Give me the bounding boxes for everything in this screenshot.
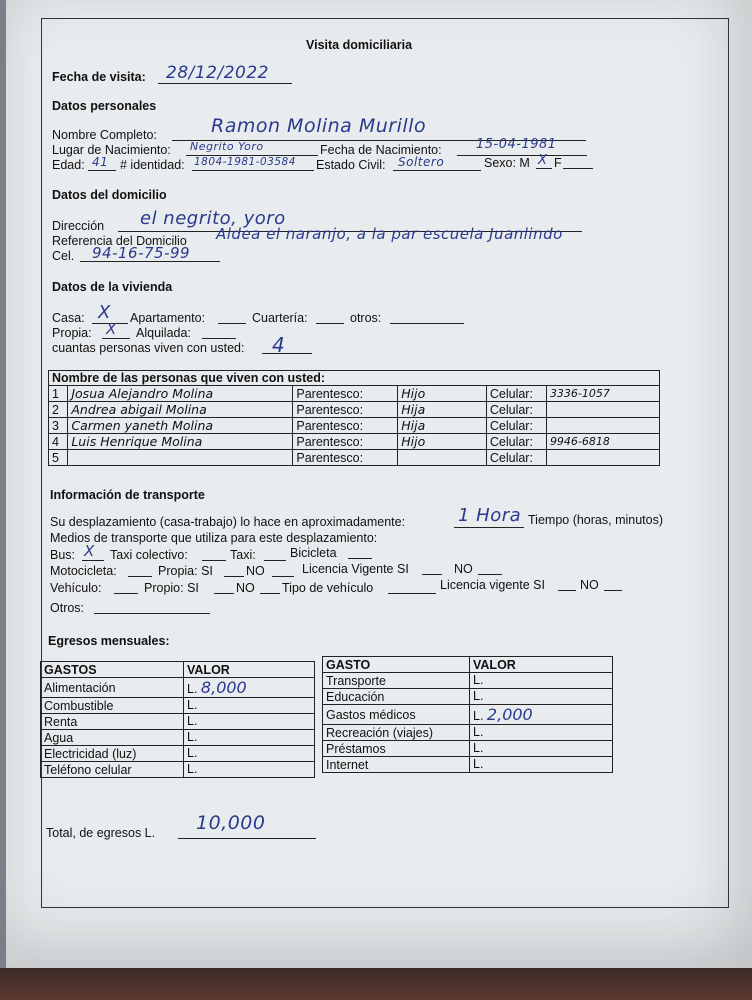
sex-f-label: F (554, 156, 562, 170)
expense-value-cell[interactable] (470, 741, 613, 757)
vehicle-type-label: Tipo de vehículo (282, 581, 374, 595)
taxi-collective-label: Taxi colectivo: (110, 548, 188, 562)
currency-label: L. (473, 725, 484, 739)
kin-label: Parentesco: (293, 434, 398, 450)
room-label: Cuartería: (252, 311, 308, 325)
bus-label: Bus: (50, 548, 76, 562)
expense-value[interactable]: 8,000 (200, 678, 247, 697)
currency-label: L. (187, 762, 198, 776)
license-label: Licencia Vigente SI (302, 562, 409, 576)
table-row (41, 662, 315, 678)
expense-value-cell[interactable] (184, 714, 315, 730)
rented-label: Alquilada: (136, 326, 191, 340)
reference-value[interactable]: Aldea el naranjo, a la par escuela Juanlindo (216, 225, 563, 243)
expense-item: Préstamos (323, 741, 470, 757)
table-row (49, 450, 660, 466)
table-row (49, 434, 660, 450)
member-name[interactable]: Andrea abigail Molina (68, 402, 293, 418)
reference-label: Referencia del Domicilio (52, 234, 187, 248)
table-row (41, 698, 315, 714)
table-row (41, 746, 315, 762)
phone-label: Celular: (486, 418, 546, 434)
table-row (49, 402, 660, 418)
section-domicile: Datos del domicilio (52, 188, 167, 202)
expense-value-cell[interactable] (470, 689, 613, 705)
expense-item: Gastos médicos (323, 705, 470, 725)
full-name-label: Nombre Completo: (52, 128, 157, 142)
means-label: Medios de transporte que utiliza para este desplazamiento: (50, 531, 378, 545)
kin-label: Parentesco: (293, 386, 398, 402)
kin-label: Parentesco: (293, 402, 398, 418)
currency-label: L. (187, 698, 198, 712)
own-mark[interactable]: X (106, 320, 117, 338)
age-label: Edad: (52, 158, 85, 172)
expense-value-cell[interactable] (184, 762, 315, 778)
expenses-table-left (40, 661, 315, 778)
house-mark[interactable]: X (98, 302, 111, 323)
people-label: cuantas personas viven con usted: (52, 341, 245, 355)
member-phone[interactable] (546, 402, 659, 418)
section-expenses: Egresos mensuales: (48, 634, 170, 648)
table-row (49, 418, 660, 434)
age-value[interactable]: 41 (92, 155, 109, 169)
commute-value[interactable]: 1 Hora (458, 505, 522, 526)
expense-value-cell[interactable] (184, 698, 315, 714)
house-label: Casa: (52, 311, 85, 325)
expense-value-cell[interactable] (470, 757, 613, 773)
expense-item: Teléfono celular (41, 762, 184, 778)
col-valor: VALOR (184, 662, 315, 678)
table-row (323, 705, 613, 725)
birthplace-label: Lugar de Nacimiento: (52, 143, 171, 157)
row-number: 2 (49, 402, 68, 418)
col-gastos: GASTOS (41, 662, 184, 678)
col-gasto: GASTO (323, 657, 470, 673)
currency-label: L. (473, 709, 484, 723)
total-label: Total, de egresos L. (46, 826, 156, 840)
expense-item: Alimentación (41, 678, 184, 698)
people-count[interactable]: 4 (272, 333, 286, 357)
member-kin[interactable] (398, 450, 487, 466)
currency-label: L. (187, 714, 198, 728)
row-number: 5 (49, 450, 68, 466)
col-valor2: VALOR (470, 657, 613, 673)
expense-value-cell[interactable] (470, 673, 613, 689)
row-number: 1 (49, 386, 68, 402)
full-name-value[interactable]: Ramon Molina Murillo (211, 115, 427, 137)
apartment-label: Apartamento: (130, 311, 206, 325)
table-row (41, 730, 315, 746)
member-phone[interactable] (546, 418, 659, 434)
row-number: 4 (49, 434, 68, 450)
table-row (323, 689, 613, 705)
section-transport: Información de transporte (50, 488, 205, 502)
phone-label: Celular: (486, 434, 546, 450)
member-kin[interactable]: Hija (398, 418, 487, 434)
own-label: Propia: (52, 326, 92, 340)
phone-label: Celular: (486, 402, 546, 418)
phone-label: Celular: (486, 386, 546, 402)
form-title: Visita domiciliaria (306, 38, 413, 52)
birthplace-value[interactable]: Negrito Yoro (190, 140, 264, 153)
commute-label: Su desplazamiento (casa-trabajo) lo hace en aproximadamente: (50, 515, 406, 529)
section-personal: Datos personales (52, 99, 157, 113)
member-name[interactable]: Luis Henrique Molina (68, 434, 293, 450)
birthdate-label: Fecha de Nacimiento: (320, 143, 442, 157)
kin-label: Parentesco: (293, 450, 398, 466)
taxi-label: Taxi: (230, 548, 256, 562)
sex-mark[interactable]: X (538, 153, 548, 168)
member-name[interactable] (68, 450, 293, 466)
phone-value[interactable]: 94-16-75-99 (92, 244, 191, 262)
expenses-table-right (322, 656, 613, 773)
member-phone[interactable] (546, 450, 659, 466)
visit-date-label: Fecha de visita: (52, 70, 146, 84)
currency-label: L. (187, 682, 198, 696)
household-header: Nombre de las personas que viven con usted: (49, 371, 660, 386)
moto-no-label: NO (246, 564, 265, 578)
household-table (48, 370, 660, 466)
table-row (41, 678, 315, 698)
license2-label: Licencia vigente SI (440, 578, 545, 592)
others-label: otros: (350, 311, 382, 325)
currency-label: L. (187, 730, 198, 744)
household-header-row (49, 371, 660, 386)
expense-value-cell[interactable] (470, 705, 613, 725)
bicycle-label: Bicicleta (290, 546, 337, 560)
license2-no-label: NO (580, 578, 599, 592)
moto-label: Motocicleta: (50, 564, 117, 578)
civil-value[interactable]: Soltero (398, 155, 445, 169)
expense-value[interactable]: 2,000 (486, 705, 533, 724)
expense-value-cell[interactable] (184, 746, 315, 762)
currency-label: L. (473, 741, 484, 755)
expense-item: Recreación (viajes) (323, 725, 470, 741)
total-value[interactable]: 10,000 (196, 812, 266, 834)
currency-label: L. (187, 746, 198, 760)
commute-units: Tiempo (horas, minutos) (528, 513, 663, 527)
expense-value-cell[interactable] (184, 730, 315, 746)
table-row (49, 386, 660, 402)
expense-item: Agua (41, 730, 184, 746)
kin-label: Parentesco: (293, 418, 398, 434)
expense-item: Combustible (41, 698, 184, 714)
vehicle-own-label: Propio: SI (144, 581, 199, 595)
transport-others-label: Otros: (50, 601, 85, 615)
expense-item: Educación (323, 689, 470, 705)
civil-label: Estado Civil: (316, 158, 386, 172)
table-row (323, 725, 613, 741)
row-number: 3 (49, 418, 68, 434)
phone-label: Cel. (52, 249, 75, 263)
expense-value-cell[interactable] (470, 725, 613, 741)
table-row (41, 714, 315, 730)
expense-item: Internet (323, 757, 470, 773)
vehicle-label: Vehículo: (50, 581, 102, 595)
expense-item: Renta (41, 714, 184, 730)
desk-surface (0, 968, 752, 1000)
bus-mark[interactable]: X (84, 542, 95, 560)
address-value[interactable]: el negrito, yoro (140, 208, 286, 229)
member-kin[interactable]: Hija (398, 402, 487, 418)
member-kin[interactable]: Hijo (398, 434, 487, 450)
license-no-label: NO (454, 562, 473, 576)
currency-label: L. (473, 689, 484, 703)
moto-own-label: Propia: SI (158, 564, 213, 578)
member-kin[interactable]: Hijo (398, 386, 487, 402)
table-row (323, 741, 613, 757)
id-value[interactable]: 1804-1981-03584 (194, 156, 296, 168)
expense-item: Transporte (323, 673, 470, 689)
paper-sheet (6, 0, 752, 970)
birthdate-value[interactable]: 15-04-1981 (476, 137, 557, 152)
address-label: Dirección (52, 219, 105, 233)
id-label: # identidad: (120, 158, 185, 172)
table-row (41, 762, 315, 778)
expense-item: Electricidad (luz) (41, 746, 184, 762)
expense-value-cell[interactable] (184, 678, 315, 698)
currency-label: L. (473, 673, 484, 687)
vehicle-no-label: NO (236, 581, 255, 595)
table-row (323, 657, 613, 673)
section-housing: Datos de la vivienda (52, 280, 173, 294)
sex-label: Sexo: M (484, 156, 530, 170)
phone-label: Celular: (486, 450, 546, 466)
currency-label: L. (473, 757, 484, 771)
member-name[interactable]: Carmen yaneth Molina (68, 418, 293, 434)
table-row (323, 757, 613, 773)
member-name[interactable]: Josua Alejandro Molina (68, 386, 293, 402)
member-phone[interactable]: 9946-6818 (546, 434, 659, 450)
table-row (323, 673, 613, 689)
member-phone[interactable]: 3336-1057 (546, 386, 659, 402)
visit-date-value[interactable]: 28/12/2022 (166, 63, 269, 83)
